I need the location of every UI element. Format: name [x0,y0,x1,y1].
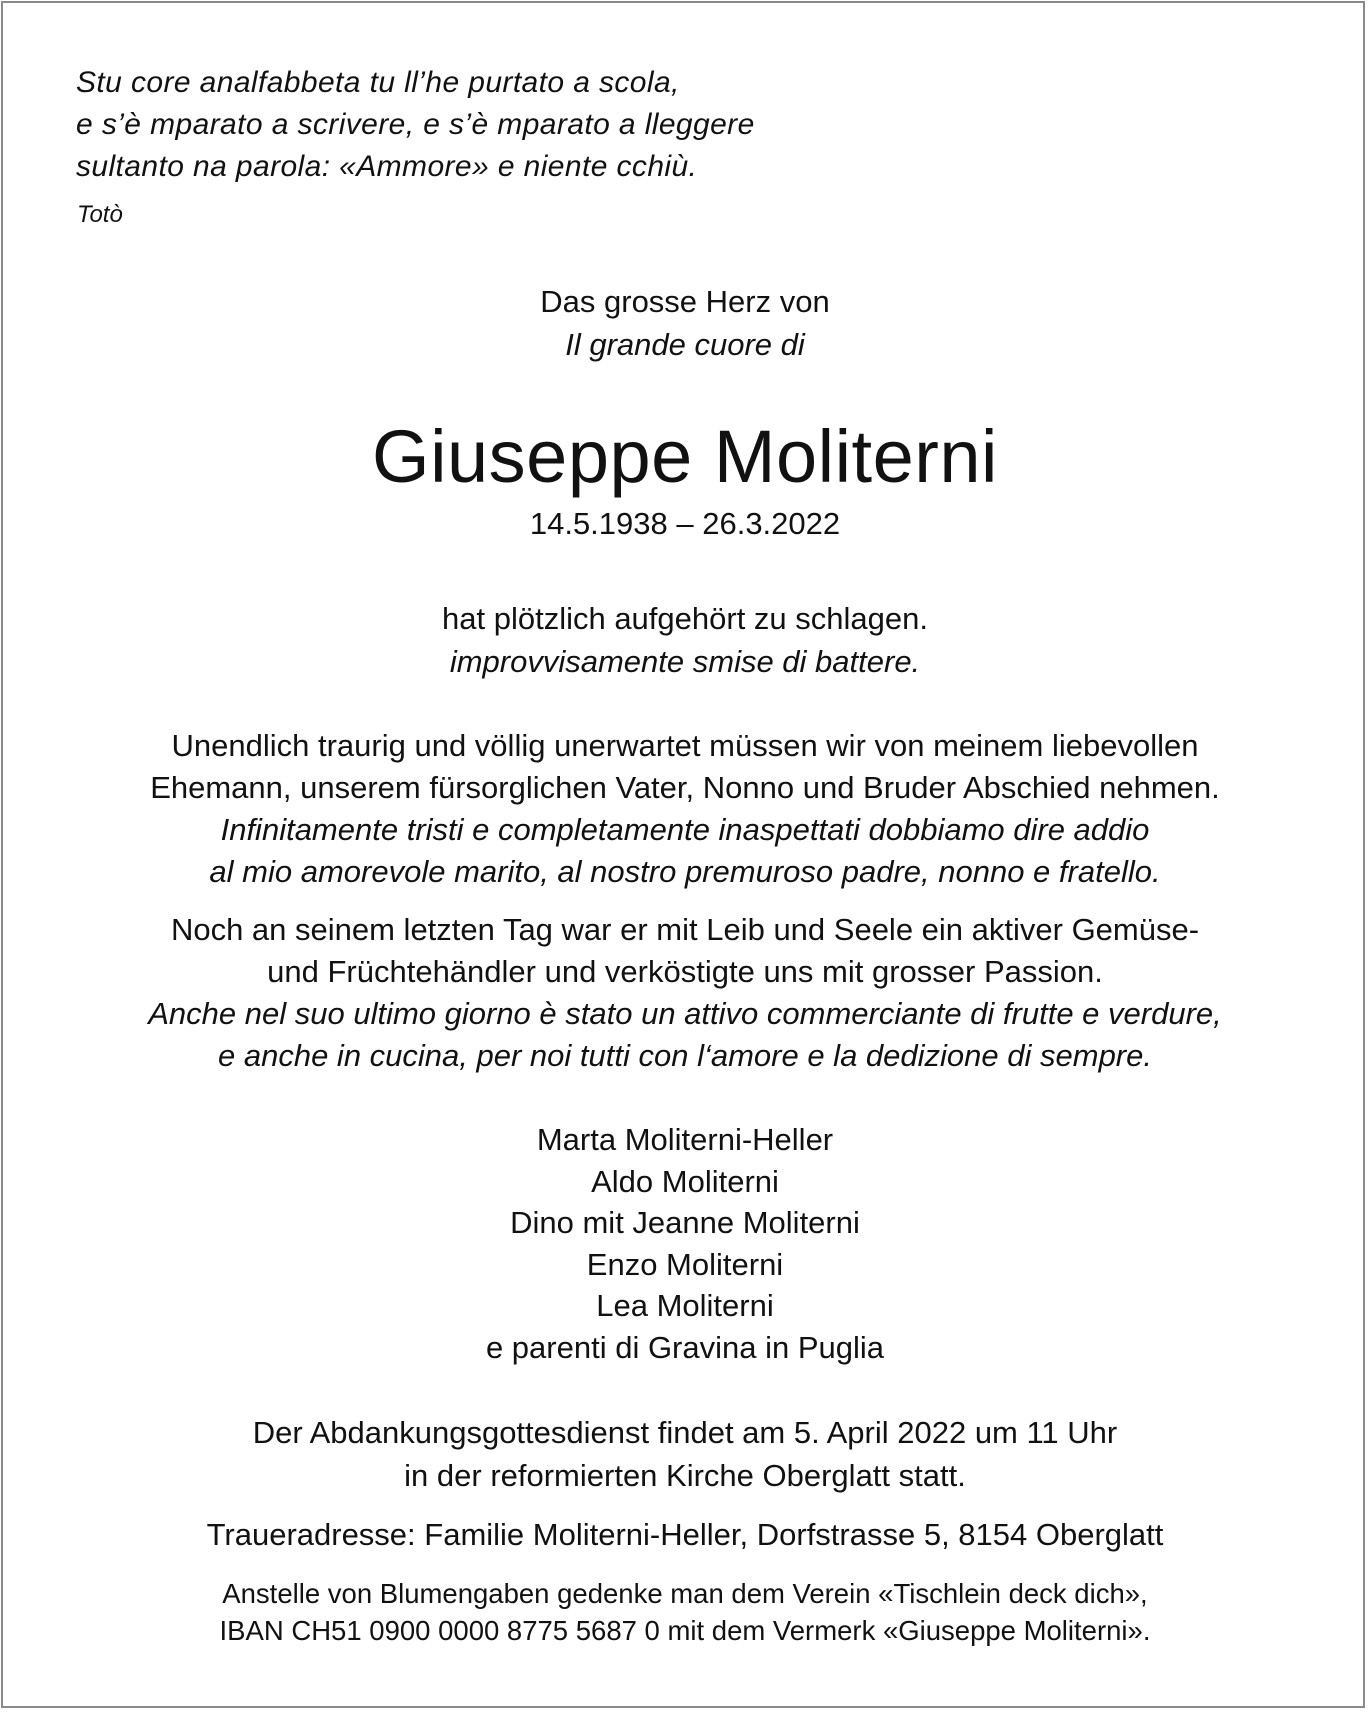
donation-line: IBAN CH51 0900 0000 8775 5687 0 mit dem Vermerk «Giuseppe Moliterni». [219,1615,1151,1646]
farewell-italian-line: Infinitamente tristi e completamente inaspettati dobbiamo dire addio [220,812,1150,847]
mourner-name: e parenti di Gravina in Puglia [485,1329,885,1365]
heart-stopped-german: hat plötzlich aufgehört zu schlagen. [442,601,928,636]
tribute-german-line: und Früchtehändler und verköstigte uns mit grosser Passion. [267,954,1103,989]
farewell-paragraph [0,725,1370,893]
tribute-paragraph [0,909,1370,1077]
motto-quote [76,62,755,188]
mourner-name: Lea Moliterni [596,1288,774,1324]
service-line: Der Abdankungsgottesdienst findet am 5. April 2022 um 11 Uhr [252,1415,1118,1450]
mourner-name: Dino mit Jeanne Moliterni [510,1205,860,1241]
mourning-address: Traueradresse: Familie Moliterni-Heller, Dorfstrasse 5, 8154 Oberglatt [206,1517,1164,1552]
donation-note [0,1575,1370,1649]
tribute-german-line: Noch an seinem letzten Tag war er mit Leib und Seele ein aktiver Gemüse- [170,912,1200,947]
life-dates: 14.5.1938 – 26.3.2022 [529,506,841,541]
heart-stopped-italian: improvvisamente smise di battere. [449,644,921,679]
tribute-italian-line: e anche in cucina, per noi tutti con l‘amore e la dedizione di sempre. [218,1038,1152,1073]
farewell-italian-line: al mio amorevole marito, al nostro premuroso padre, nonno e fratello. [209,854,1161,889]
motto-line: e s’è mparato a scrivere, e s’è mparato a lleggere [76,108,755,141]
intro [0,280,1370,366]
mourners-list [0,1119,1370,1369]
service-line: in der reformierten Kirche Oberglatt statt. [404,1458,966,1493]
motto-line: sultanto na parola: «Ammore» e niente cchiù. [76,150,698,183]
farewell-german-line: Ehemann, unserem fürsorglichen Vater, Nonno und Bruder Abschied nehmen. [150,770,1220,805]
donation-line: Anstelle von Blumengaben gedenke man dem Verein «Tischlein deck dich», [222,1578,1148,1609]
motto-line: Stu core analfabbeta tu ll’he purtato a scola, [76,66,680,99]
intro-german: Das grosse Herz von [540,284,830,319]
deceased-name: Giuseppe Moliterni [372,415,998,498]
funeral-service-info [0,1411,1370,1497]
mourner-name: Aldo Moliterni [591,1163,779,1199]
heart-stopped-text [0,597,1370,683]
tribute-italian-line: Anche nel suo ultimo giorno è stato un attivo commerciante di frutte e verdure, [148,996,1222,1031]
farewell-german-line: Unendlich traurig und völlig unerwartet müssen wir von meinem liebevollen [171,728,1199,763]
intro-italian: Il grande cuore di [565,327,805,362]
mourner-name: Enzo Moliterni [586,1246,784,1282]
motto-author: Totò [77,201,123,228]
mourner-name: Marta Moliterni-Heller [536,1122,834,1157]
